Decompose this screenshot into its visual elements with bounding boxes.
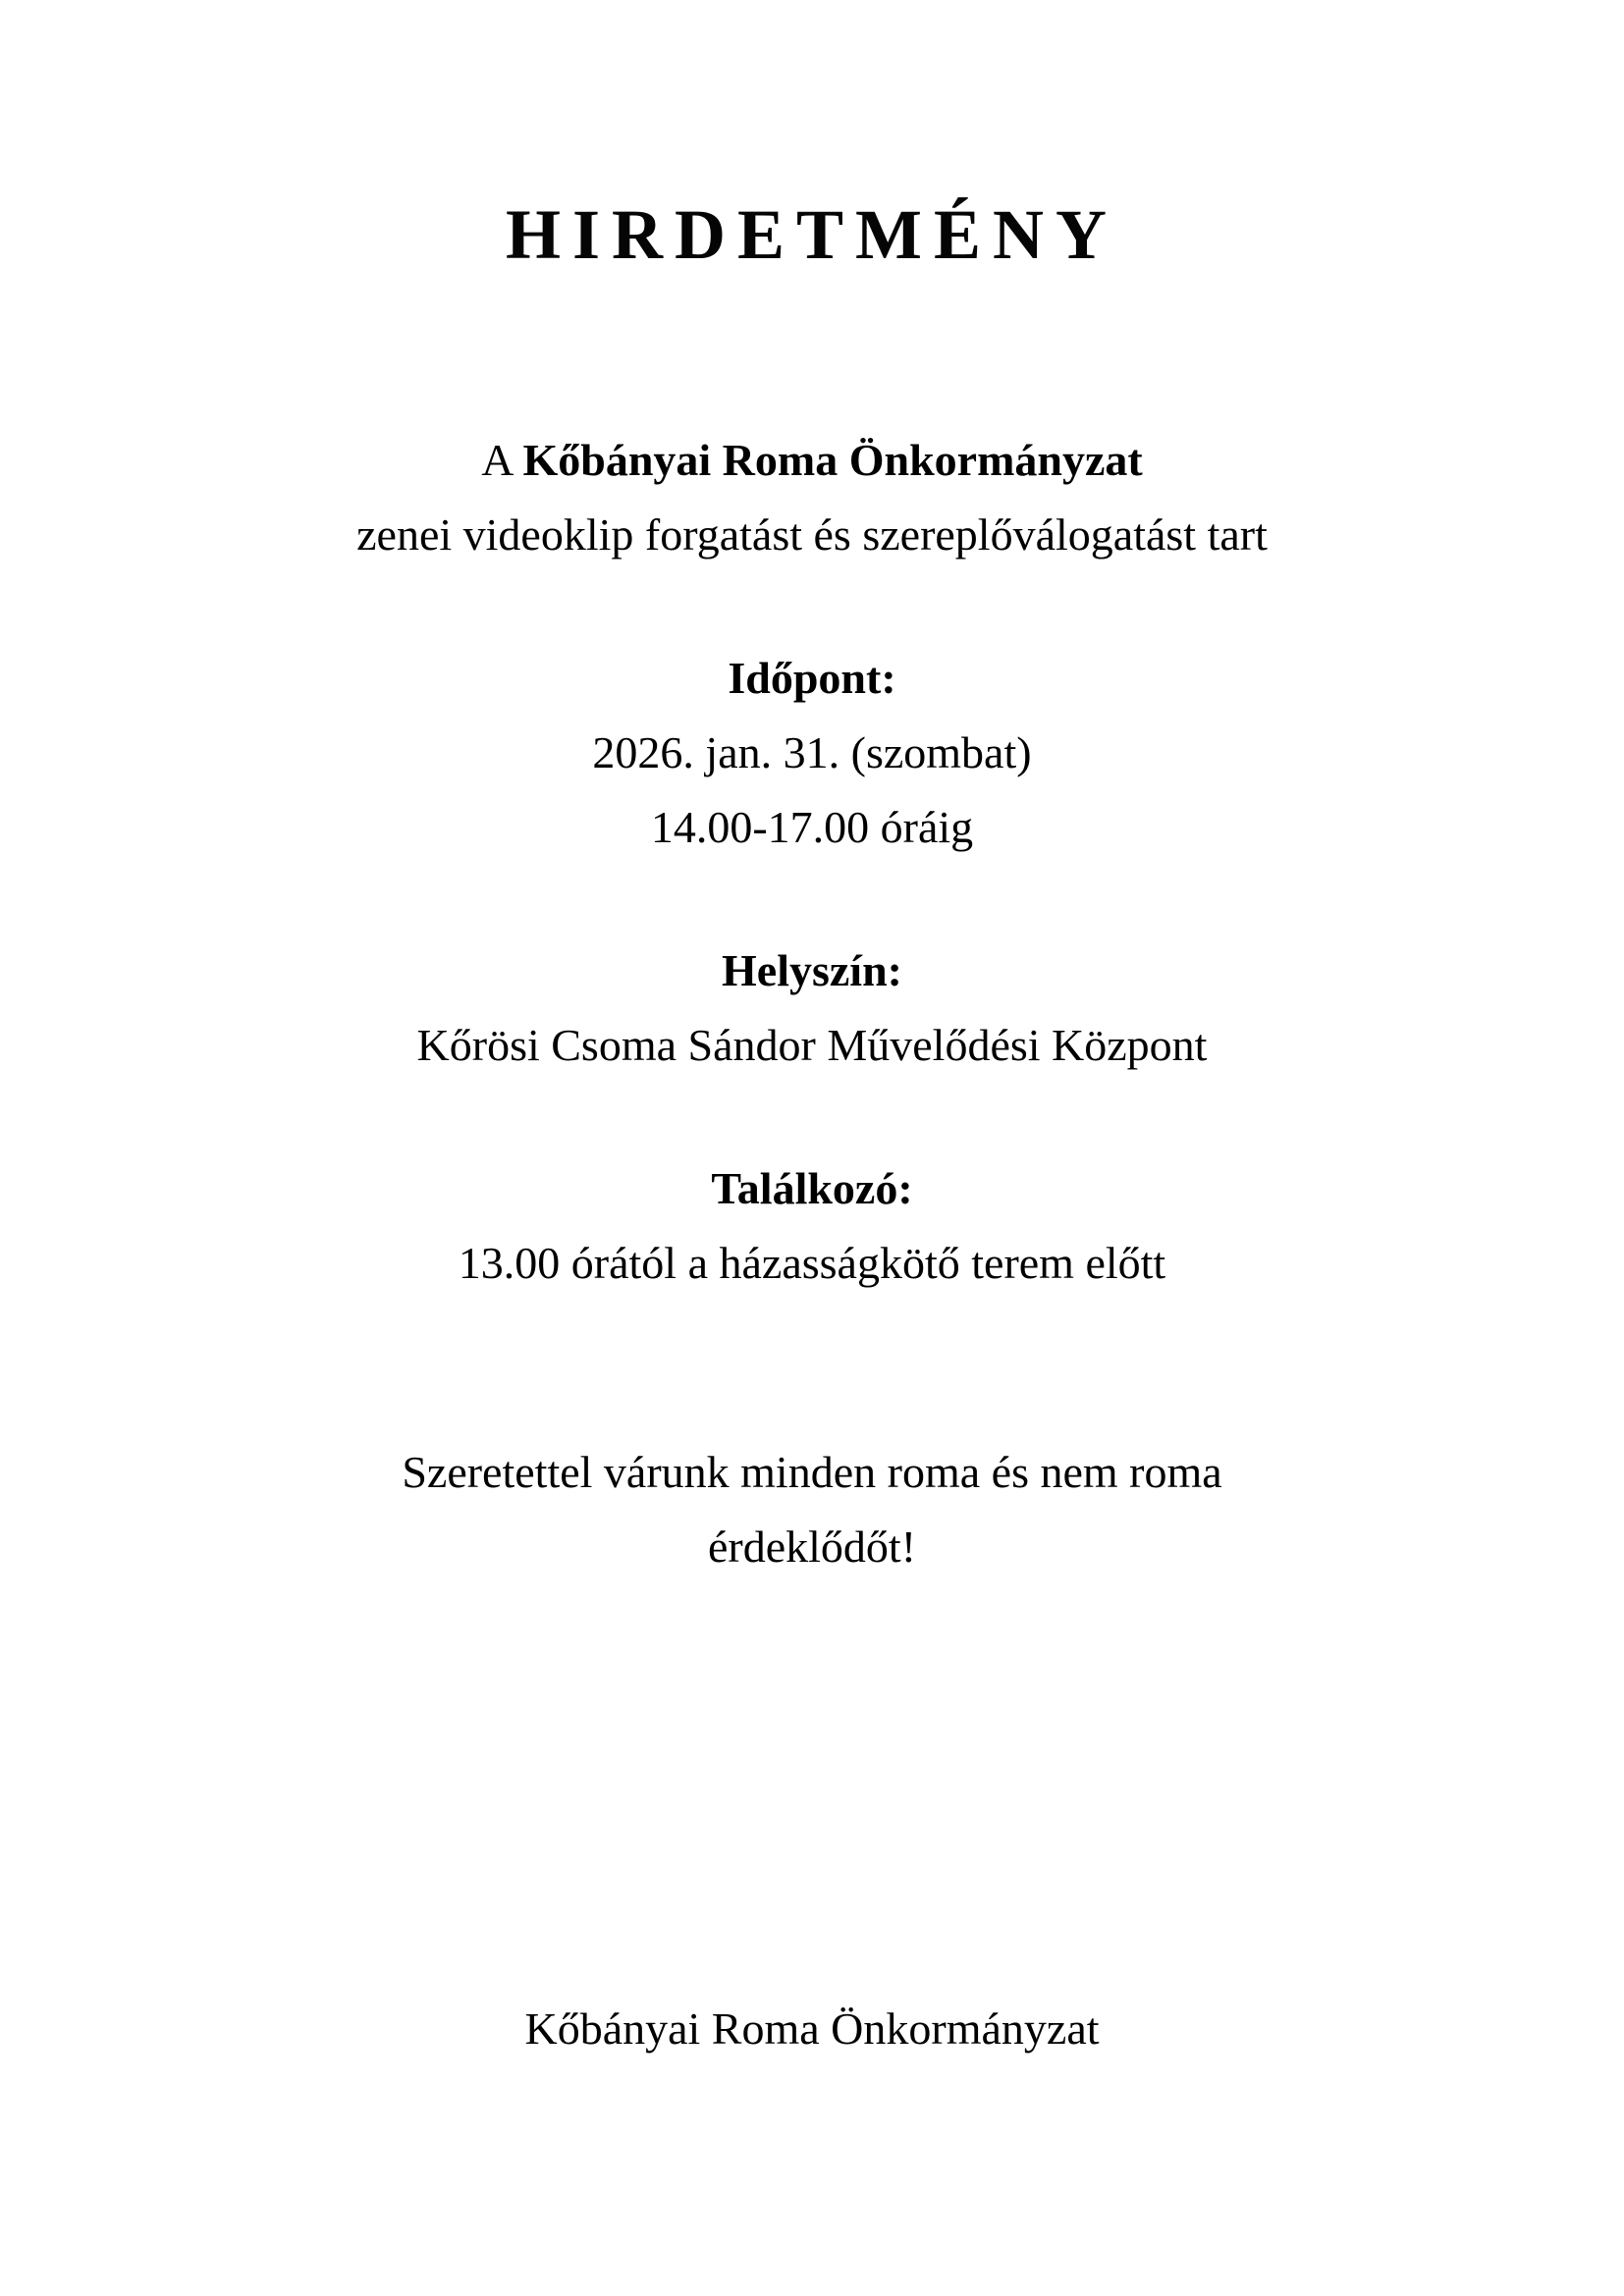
organization-name: Kőbányai Roma Önkormányzat	[522, 435, 1143, 486]
intro-prefix: A	[481, 435, 523, 486]
event-location: Kőrösi Csoma Sándor Művelődési Központ	[416, 1020, 1208, 1071]
closing-message-line2: érdeklődőt!	[707, 1522, 917, 1573]
intro-line2: zenei videoklip forgatást és szereplőválogatást tart	[356, 509, 1268, 561]
event-date: 2026. jan. 31. (szombat)	[592, 727, 1032, 778]
section-idopont	[0, 641, 1624, 865]
section-heading-helyszin: Helyszín:	[722, 945, 902, 996]
event-time: 14.00-17.00 óráig	[650, 802, 974, 853]
section-talalkozo	[0, 1151, 1624, 1301]
page-title: HIRDETMÉNY	[505, 195, 1119, 274]
signature: Kőbányai Roma Önkormányzat	[524, 2003, 1100, 2055]
section-helyszin	[0, 934, 1624, 1083]
section-heading-idopont: Időpont:	[728, 653, 896, 704]
closing-message-line1: Szeretettel várunk minden roma és nem roma	[402, 1447, 1222, 1498]
section-heading-talalkozo: Találkozó:	[711, 1163, 913, 1214]
intro-paragraph	[0, 423, 1624, 572]
closing-message	[247, 1435, 1377, 1584]
meeting-info: 13.00 órától a házasságkötő terem előtt	[458, 1238, 1166, 1289]
